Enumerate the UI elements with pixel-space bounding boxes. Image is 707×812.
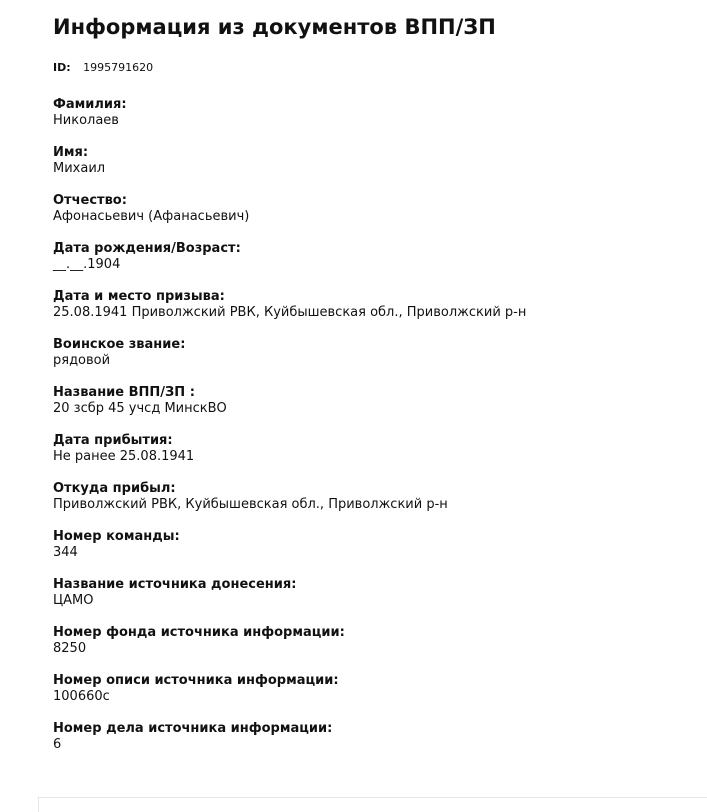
field-label: Отчество: — [53, 193, 127, 208]
field-value: Николаев — [53, 113, 119, 128]
field-birth-date — [53, 241, 693, 289]
field-patronymic — [53, 193, 693, 241]
field-label: Номер фонда источника информации: — [53, 625, 345, 640]
field-value: Афонасьевич (Афанасьевич) — [53, 209, 250, 224]
field-label: Дата прибытия: — [53, 433, 173, 448]
field-surname — [53, 97, 693, 145]
field-value: Не ранее 25.08.1941 — [53, 449, 195, 464]
field-label: Воинское звание: — [53, 337, 186, 352]
field-value: рядовой — [53, 353, 111, 368]
field-conscription — [53, 289, 693, 337]
field-value: Приволжский РВК, Куйбышевская обл., Приволжский р-н — [53, 497, 448, 512]
field-list — [53, 97, 693, 769]
field-label: Название ВПП/ЗП : — [53, 385, 195, 400]
field-label: Номер дела источника информации: — [53, 721, 333, 736]
field-team-number — [53, 529, 693, 577]
record-id — [53, 61, 693, 75]
field-value: 20 зсбр 45 учсд МинскВО — [53, 401, 227, 416]
field-arrival-date — [53, 433, 693, 481]
field-value: Михаил — [53, 161, 106, 176]
field-label: Дата и место призыва: — [53, 289, 225, 304]
field-value: 344 — [53, 545, 78, 560]
field-label: Номер команды: — [53, 529, 180, 544]
field-label: Название источника донесения: — [53, 577, 297, 592]
field-label: Фамилия: — [53, 97, 127, 112]
page-title: Информация из документов ВПП/ЗП — [53, 15, 496, 39]
field-label: Номер описи источника информации: — [53, 673, 339, 688]
field-inventory-number — [53, 673, 693, 721]
field-label: Откуда прибыл: — [53, 481, 176, 496]
record-id-value: 1995791620 — [83, 61, 154, 74]
field-arrived-from — [53, 481, 693, 529]
field-rank — [53, 337, 693, 385]
field-value: 100660с — [53, 689, 110, 704]
footer-panel — [38, 797, 707, 812]
field-source-name — [53, 577, 693, 625]
field-first-name — [53, 145, 693, 193]
field-value: ЦАМО — [53, 593, 94, 608]
field-label: Дата рождения/Возраст: — [53, 241, 241, 256]
field-unit-name — [53, 385, 693, 433]
field-case-number — [53, 721, 693, 769]
field-label: Имя: — [53, 145, 89, 160]
field-value: 8250 — [53, 641, 87, 656]
field-fund-number — [53, 625, 693, 673]
record-id-label: ID: — [53, 61, 71, 74]
field-value: 6 — [53, 737, 62, 752]
document-content — [53, 12, 693, 769]
field-value: __.__.1904 — [53, 257, 121, 272]
field-value: 25.08.1941 Приволжский РВК, Куйбышевская обл., Приволжский р-н — [53, 305, 527, 320]
